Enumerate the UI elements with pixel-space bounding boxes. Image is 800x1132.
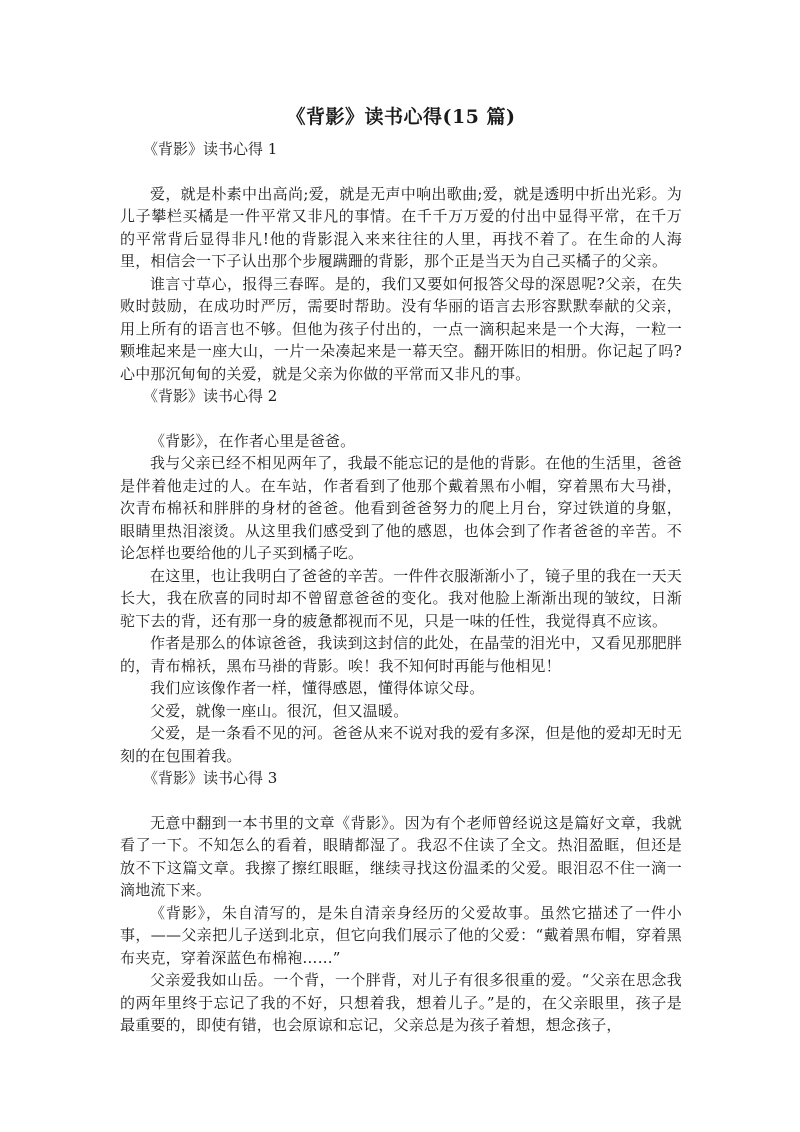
section-heading: 《背影》读书心得 1 [143, 140, 278, 158]
paragraph: 在这里，也让我明白了爸爸的辛苦。一件件衣服渐渐小了，镜子里的我在一天天长大，我在欣喜的同时却不曾留意爸爸的变化。我对他脸上渐渐出现的皱纹，日渐驼下去的背，还有那一身的疲惫都视而不见，只是一味的任性，我觉得真不应该。 [120, 566, 683, 630]
paragraph: 《背影》，朱自清写的，是朱自清亲身经历的父爱故事。虽然它描述了一件小事，——父亲把儿子送到北京，但它向我们展示了他的父爱：“戴着黑布帽，穿着黑布夹克，穿着深蓝色布棉袍……” [120, 903, 682, 967]
paragraph: 我与父亲已经不相见两年了，我最不能忘记的是他的背影。在他的生活里，爸爸是伴着他走过的人。在车站，作者看到了他那个戴着黑布小帽，穿着黑布大马褂，次青布棉袄和胖胖的身材的爸爸。他看到爸爸努力的爬上月台，穿过铁道的身躯，眼睛里热泪滚烫。从这里我们感受到了他的感恩，也体会到了作者爸爸的辛苦。不论怎样也要给他的儿子买到橘子吃。 [120, 454, 683, 562]
paragraph: 父爱，就像一座山。很沉，但又温暖。 [150, 701, 409, 720]
section-1 [120, 138, 682, 385]
document-page [120, 104, 682, 1037]
paragraph: 爱，就是朴素中出高尚;爱，就是无声中响出歌曲;爱，就是透明中折出光彩。为儿子攀栏买橘是一件平常又非凡的事情。在千千万万爱的付出中显得平常，在千万的平常背后显得非凡!他的背影混入来来往往的人里，再找不着了。在生命的人海里，相信会一下子认出那个步履蹒跚的背影，那个正是当天为自己买橘子的父亲。 [120, 184, 682, 270]
section-2 [120, 385, 682, 767]
section-heading: 《背影》读书心得 2 [143, 387, 278, 405]
paragraph: 父亲爱我如山岳。一个背，一个胖背，对儿子有很多很重的爱。“父亲在思念我的两年里终于忘记了我的不好，只想着我，想着儿子。”是的，在父亲眼里，孩子是最重要的，即使有错，也会原谅和忘记，父亲总是为孩子着想，想念孩子， [120, 971, 682, 1034]
paragraph: 我们应该像作者一样，懂得感恩，懂得体谅父母。 [150, 679, 485, 697]
section-heading: 《背影》读书心得 3 [143, 769, 278, 787]
paragraph: 作者是那么的体谅爸爸，我读到这封信的此处，在晶莹的泪光中，又看见那肥胖的，青布棉袄，黑布马褂的背影。唉！我不知何时再能与他相见！ [120, 634, 683, 675]
document-title: 《背影》读书心得(15 篇) [286, 106, 516, 128]
paragraph: 谁言寸草心，报得三春晖。是的，我们又要如何报答父母的深恩呢?父亲，在失败时鼓励，在成功时严厉，需要时帮助。没有华丽的语言去形容默默奉献的父亲，用上所有的语言也不够。但他为孩子付出的，一点一滴积起来是一个大海，一粒一颗堆起来是一座大山，一片一朵凑起来是一幕天空。翻开陈旧的相册。你记起了吗?心中那沉甸甸的关爱，就是父亲为你做的平常而又非凡的事。 [120, 274, 682, 383]
paragraph: 《背影》，在作者心里是爸爸。 [150, 431, 356, 450]
paragraph: 无意中翻到一本书里的文章《背影》。因为有个老师曾经说这是篇好文章，我就看了一下。不知怎么的看着，眼睛都湿了。我忍不住读了全文。热泪盈眶，但还是放不下这篇文章。我擦了擦红眼眶，继续寻找这份温柔的父爱。眼泪忍不住一滴一滴地流下来。 [120, 813, 682, 899]
section-3 [120, 767, 682, 1037]
paragraph: 父爱，是一条看不见的河。爸爸从来不说对我的爱有多深，但是他的爱却无时无刻的在包围着我。 [120, 724, 683, 765]
